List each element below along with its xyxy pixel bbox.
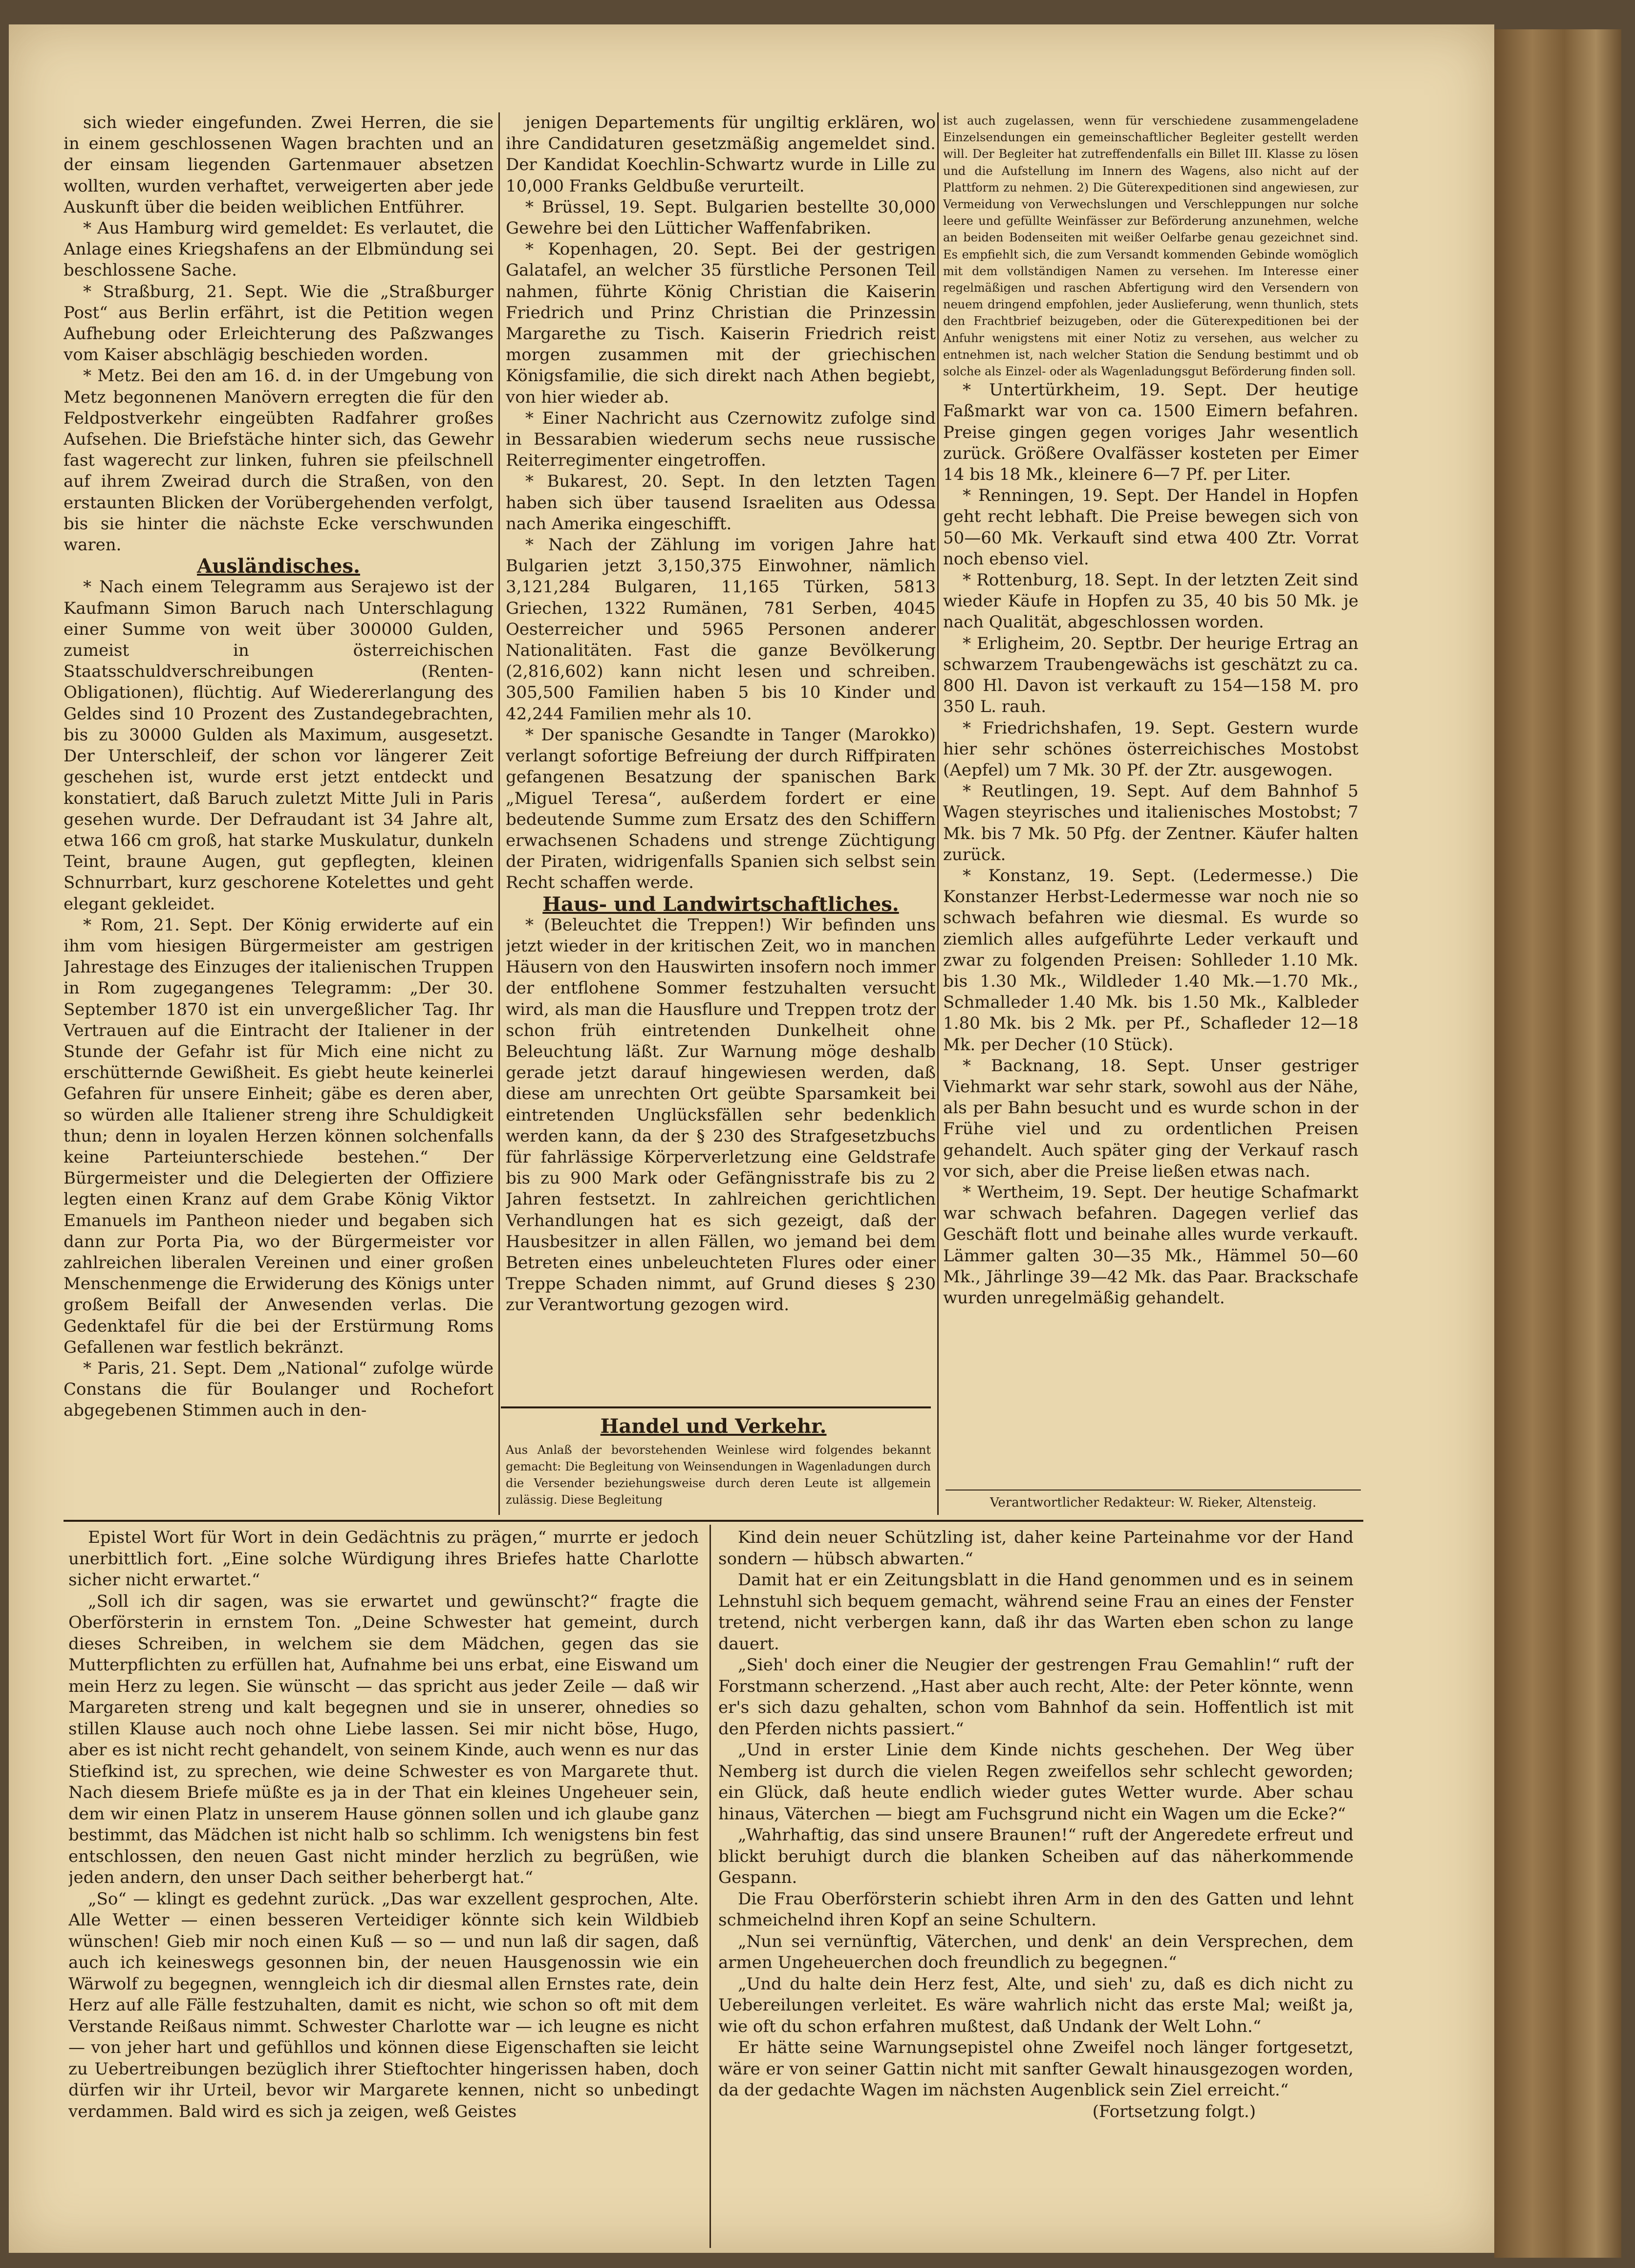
article-text: * Bukarest, 20. Sept. In den letzten Tagen haben sich über tausend Israeliten aus Odessa nach Amerika eingeschifft. xyxy=(506,472,936,534)
story-text: Die Frau Oberförsterin schiebt ihren Arm in den des Gatten und lehnt schmeichelnd ihren Kopf an seine Schultern. xyxy=(718,1889,1354,1930)
article-text: * Konstanz, 19. Sept. (Ledermesse.) Die Konstanzer Herbst-Ledermesse war noch nie so schwach befahren wie diesmal. Es wurde so ziemlich alles aufgeführte Leder verkauft und zwar zu folgenden Preisen: Sohlleder 1.10 Mk. bis 1.30 Mk., Wildleder 1.40 Mk.—1.70 Mk., Schmalleder 1.40 Mk. bis 1.50 Mk., Kalbleder 1.80 Mk. bis 2 Mk. per Pf., Schafleder 12—18 Mk. per Decher (10 Stück). xyxy=(943,865,1358,1055)
article-text: * Aus Hamburg wird gemeldet: Es verlautet, die Anlage eines Kriegshafens an der Elbmündung sei beschlossene Sache. xyxy=(64,218,494,281)
story-text: Damit hat er ein Zeitungsblatt in die Hand genommen und es in seinem Lehnstuhl sich bequem gemacht, während seine Frau an eines der Fenster tretend, nicht verbergen kann, daß ihr das Warten eben schon zu lange dauert. xyxy=(718,1570,1354,1654)
story-text: Kind dein neuer Schützling ist, daher keine Parteinahme vor der Hand sondern — hübsch abwarten.“ xyxy=(718,1528,1354,1569)
column-divider xyxy=(498,112,500,1515)
article-text: * Der spanische Gesandte in Tanger (Marokko) verlangt sofortige Befreiung der durch Riffpiraten gefangenen Besatzung der spanischen Bark „Miguel Teresa“, außerdem fordert er eine bedeutende Summe zum Ersatz des den Schiffern erwachsenen Schadens und strenge Züchtigung der Piraten, widrigenfalls Spanien sich selbst sein Recht schaffen werde. xyxy=(506,725,936,893)
section-heading: Handel und Verkehr. xyxy=(600,1415,827,1438)
column-divider xyxy=(937,112,939,1515)
column-1 xyxy=(64,112,494,1486)
article-text-small: ist auch zugelassen, wenn für verschiedene zusammengeladene Einzelsendungen ein gemeinschaftlicher Begleiter gestellt werden will. Der Begleiter hat zutreffendenfalls ein Billet III. Klasse zu lösen und die Aufstellung im Innern des Wagens, also nicht auf der Plattform zu nehmen. 2) Die Güterexpeditionen sind angewiesen, zur Vermeidung von Verwechslungen und Verschleppungen nur solche leere und gefüllte Weinfässer zur Beförderung anzunehmen, welche an beiden Bodenseiten mit weißer Oelfarbe genau gezeichnet sind. Es empfiehlt sich, die zum Versandt kommenden Gebinde womöglich mit dem vollständigen Namen zu versehen. Im Interesse einer regelmäßigen und raschen Abfertigung wird den Versendern von neuem dringend empfohlen, jeder Auslieferung, wenn thunlich, stets den Frachtbrief beizugeben, oder die Güterexpeditionen bei der Anfuhr wenigstens mit einer Notiz zu versehen, aus welcher zu entnehmen ist, nach welcher Station die Sendung bestimmt und ob solche als Einzel- oder als Wagenladungsgut Beförderung finden soll. xyxy=(943,114,1358,379)
editor-credit: Verantwortlicher Redakteur: W. Rieker, Altensteig. xyxy=(990,1495,1316,1510)
article-text: * Kopenhagen, 20. Sept. Bei der gestrigen Galatafel, an welcher 35 fürstliche Personen Teil nahmen, führte König Christian die Kaiserin Friedrich und Prinz Christian die Prinzessin Margarethe zu Tisch. Kaiserin Friedrich reist morgen zusammen mit der griechischen Königsfamilie, die sich direkt nach Athen begiebt, von hier wieder ab. xyxy=(506,239,936,407)
article-text: * Reutlingen, 19. Sept. Auf dem Bahnhof 5 Wagen steyrisches und italienisches Mostobst; 7 Mk. bis 7 Mk. 50 Pfg. der Zentner. Käufer halten zurück. xyxy=(943,781,1358,864)
article-text: * (Beleuchtet die Treppen!) Wir befinden uns jetzt wieder in der kritischen Zeit, wo in manchen Häusern von den Hauswirten insofern noch immer der entflohene Sommer festzuhalten versucht wird, als man die Hausflure und Treppen trotz der schon früh eintretenden Dunkelheit ohne Beleuchtung läßt. Zur Warnung möge deshalb gerade jetzt darauf hingewiesen werden, daß diese am unrechten Ort geübte Sparsamkeit bei eintretenden Unglücksfällen sehr bedenklich werden kann, da der § 230 des Strafgesetzbuchs für fahrlässige Körperverletzung eine Geldstrafe bis zu 900 Mark oder Gefängnisstrafe bis zu 2 Jahren festsetzt. In zahlreichen gerichtlichen Verhandlungen hat es sich gezeigt, daß der Hausbesitzer in allen Fällen, wo jemand bei dem Betreten eines unbeleuchteten Flures oder einer Treppe Schaden nimmt, auf Grund dieses § 230 zur Verantwortung gezogen wird. xyxy=(506,915,936,1315)
article-text: * Erligheim, 20. Septbr. Der heurige Ertrag an schwarzem Traubengewächs ist geschätzt zu ca. 800 Hl. Davon ist verkauft zu 154—158 M. pro 350 L. rauh. xyxy=(943,633,1358,717)
article-text: * Brüssel, 19. Sept. Bulgarien bestellte 30,000 Gewehre bei den Lütticher Waffenfabriken. xyxy=(506,197,936,238)
serial-story-left xyxy=(68,1527,699,2255)
story-text: „Sieh' doch einer die Neugier der gestrengen Frau Gemahlin!“ ruft der Forstmann scherzend. „Hast aber auch recht, Alte: der Peter könnte, wenn er's sich dazu gehalten, schon vom Bahnhof da sein. Hoffentlich ist mit den Pferden nichts passiert.“ xyxy=(718,1655,1354,1739)
article-text: * Wertheim, 19. Sept. Der heutige Schafmarkt war schwach befahren. Dagegen verlief das Geschäft flott und beinahe alles wurde verkauft. Lämmer galten 30—35 Mk., Hämmel 50—60 Mk., Jährlinge 39—42 Mk. das Paar. Brackschafe wurden unregelmäßig gehandelt. xyxy=(943,1182,1358,1308)
article-text: * Untertürkheim, 19. Sept. Der heutige Faßmarkt war von ca. 1500 Eimern befahren. Preise gingen gegen voriges Jahr wesentlich zurück. Größere Ovalfässer kosteten per Eimer 14 bis 18 Mk., kleinere 6—7 Pf. per Liter. xyxy=(943,380,1358,485)
article-text: * Straßburg, 21. Sept. Wie die „Straßburger Post“ aus Berlin erfährt, ist die Petition wegen Aufhebung oder Erleichterung des Paßzwanges vom Kaiser abschlägig beschieden worden. xyxy=(64,281,494,365)
story-text: „Und in erster Linie dem Kinde nichts geschehen. Der Weg über Nemberg ist durch die vielen Regen zweifellos sehr schlecht geworden; ein Glück, daß heute endlich wieder gutes Wetter wurde. Aber schau hinaus, Väterchen — biegt am Fuchsgrund nicht ein Wagen um die Ecke?“ xyxy=(718,1740,1354,1824)
article-text: sich wieder eingefunden. Zwei Herren, die sie in einem geschlossenen Wagen brachten und an der einsam liegenden Gartenmauer absetzen wollten, wurden verhaftet, verweigerten aber jede Auskunft über die beiden weiblichen Entführer. xyxy=(64,113,494,217)
article-text-small: Aus Anlaß der bevorstehenden Weinlese wird folgendes bekannt gemacht: Die Begleitung von Weinsendungen in Wagenladungen durch die Versender beziehungsweise durch deren Leute ist allgemein zulässig. Diese Begleitung xyxy=(506,1443,931,1507)
book-binding-edge xyxy=(1494,29,1621,2258)
story-text: „Soll ich dir sagen, was sie erwartet und gewünscht?“ fragte die Oberförsterin in ernstem Ton. „Deine Schwester hat gemeint, durch dieses Schreiben, in welchem sie dem Mädchen, gegen das sie Mutterpflichten zu erfüllen hat, Aufnahme bei uns erbat, eine Eiswand um mein Herz zu legen. Sie wünscht — das spricht aus jeder Zeile — daß wir Margareten streng und kalt begegnen und sie in unserer, ohnedies so stillen Klause auch noch ohne Liebe lassen. Sei mir nicht böse, Hugo, aber es ist nicht recht gehandelt, von seinem Kinde, auch wenn es nur das Stiefkind ist, zu sprechen, wie deine Schwester es von Margarete thut. Nach diesem Briefe müßte es ja in der That ein kleines Ungeheuer sein, dem wir einen Platz in unserem Hause gönnen sollen und ich glaube ganz bestimmt, das Mädchen ist nicht halb so schlimm. Ich wenigstens bin fest entschlossen, den neuen Gast nicht minder herzlich zu begrüßen, wie jeden andern, den unser Dach seither beherbergt hat.“ xyxy=(68,1591,699,1887)
column-3 xyxy=(943,112,1358,1481)
section-rule xyxy=(501,1406,931,1408)
article-text: * Rottenburg, 18. Sept. In der letzten Zeit sind wieder Käufe in Hopfen zu 35, 40 bis 50 Mk. je nach Qualität, abgeschlossen worden. xyxy=(943,570,1358,632)
article-text: * Nach der Zählung im vorigen Jahre hat Bulgarien jetzt 3,150,375 Einwohner, nämlich 3,121,284 Bulgaren, 11,165 Türken, 5813 Griechen, 1322 Rumänen, 781 Serben, 4045 Oesterreicher und 5965 Personen anderer Nationalitäten. Fast die ganze Bevölkerung (2,816,602) kann nicht lesen und schreiben. 305,500 Familien haben 5 bis 10 Kinder und 42,244 Familien mehr als 10. xyxy=(506,535,936,724)
feuilleton-rule xyxy=(64,1520,1363,1522)
section-heading: Haus- und Landwirtschaftliches. xyxy=(542,892,899,916)
story-text: Epistel Wort für Wort in dein Gedächtnis zu prägen,“ murrte er jedoch unerbittlich fort. „Eine solche Würdigung ihres Briefes hatte Charlotte sicher nicht erwartet.“ xyxy=(68,1528,699,1590)
article-text: * Rom, 21. Sept. Der König erwiderte auf ein ihm vom hiesigen Bürgermeister am gestrigen Jahrestage des Einzuges der italienischen Truppen in Rom zugegangenes Telegramm: „Der 30. September 1870 ist ein unvergeßlicher Tag. Ihr Vertrauen auf die Eintracht der Italiener in der Stunde der Gefahr ist für Mich eine nicht zu erschütternde Gewißheit. Es giebt heute keinerlei Gefahren für unsere Einheit; gäbe es deren aber, so würden alle Italiener streng ihre Schuldigkeit thun; denn in loyalen Herzen können solchenfalls keine Parteiunterschiede bestehen.“ Der Bürgermeister und die Delegierten der Offiziere legten einen Kranz auf dem Grabe König Viktor Emanuels im Pantheon nieder und begaben sich dann zur Porta Pia, wo der Bürgermeister vor zahlreichen liberalen Vereinen und einer großen Menschenmenge die Erwiderung des Königs unter großem Beifall der Anwesenden verlas. Die Gedenktafel für die bei der Erstürmung Roms Gefallenen war festlich bekränzt. xyxy=(64,915,494,1357)
article-text: * Friedrichshafen, 19. Sept. Gestern wurde hier sehr schönes österreichisches Mostobst (Aepfel) um 7 Mk. 30 Pf. der Ztr. ausgewogen. xyxy=(943,718,1358,780)
article-text: * Backnang, 18. Sept. Unser gestriger Viehmarkt war sehr stark, sowohl aus der Nähe, als per Bahn besucht und es wurde schon in der Frühe viel und zu ordentlichen Preisen gehandelt. Auch später ging der Verkauf rasch vor sich, aber die Preise ließen etwas nach. xyxy=(943,1056,1358,1181)
story-text: Er hätte seine Warnungsepistel ohne Zweifel noch länger fortgesetzt, wäre er von seiner Gattin nicht mit sanfter Gewalt hinausgezogen worden, da der gedachte Wagen im nächsten Augenblick sein Ziel erreicht.“ xyxy=(718,2038,1354,2100)
continuation-note: (Fortsetzung folgt.) xyxy=(1092,2101,1256,2121)
article-text: * Einer Nachricht aus Czernowitz zufolge sind in Bessarabien wiederum sechs neue russische Reiterregimenter eingetroffen. xyxy=(506,408,936,471)
article-text: * Nach einem Telegramm aus Serajewo ist der Kaufmann Simon Baruch nach Unterschlagung einer Summe von weit über 300000 Gulden, zumeist in österreichischen Staatsschuldverschreibungen (Renten-Obligationen), flüchtig. Auf Wiedererlangung des Geldes sind 10 Prozent des Zustandegebrachten, bis zu 30000 Gulden als Maximum, ausgesetzt. Der Unterschleif, der schon vor längerer Zeit geschehen ist, wurde erst jetzt entdeckt und konstatiert, daß Baruch zuletzt Mitte Juli in Paris gesehen wurde. Der Defraudant ist 34 Jahre alt, etwa 166 cm groß, hat starke Muskulatur, dunkeln Teint, braune Augen, gut gepflegten, kleinen Schnurrbart, kurz geschorene Kotelettes und geht elegant gekleidet. xyxy=(64,577,494,914)
serial-story-right xyxy=(718,1527,1354,2255)
story-text: „So“ — klingt es gedehnt zurück. „Das war exzellent gesprochen, Alte. Alle Wetter — einen besseren Verteidiger könnte sich kein Wildbieb wünschen! Gieb mir noch einen Kuß — so — und nun laß dir sagen, daß auch ich keineswegs gesonnen bin, der neuen Hausgenossin wie ein Wärwolf zu begegnen, wenngleich ich dir diesmal allen Ernstes rate, dein Herz auf alle Fälle festzuhalten, damit es nicht, wie schon so oft mit dem Verstande Reißaus nimmt. Schwester Charlotte war — ich leugne es nicht — von jeher hart und gefühllos und können diese Eigenschaften sie leicht zu Uebertreibungen bezüglich ihrer Stieftochter hingerissen haben, doch dürfen wir ihr Urteil, bevor wir Margarete kennen, nicht so unbedingt verdammen. Bald wird es sich ja zeigen, weß Geistes xyxy=(68,1889,699,2121)
article-text: jenigen Departements für ungiltig erklären, wo ihre Candidaturen gesetzmäßig angemeldet sind. Der Kandidat Koechlin-Schwartz wurde in Lille zu 10,000 Franks Geldbuße verurteilt. xyxy=(506,113,936,196)
section-heading: Ausländisches. xyxy=(197,555,360,578)
story-text: „Und du halte dein Herz fest, Alte, und sieh' zu, daß es dich nicht zu Uebereilungen verleitet. Es wäre wahrlich nicht das erste Mal; weißt ja, wie oft du schon erfahren mußtest, daß Undank der Welt Lohn.“ xyxy=(718,1974,1354,2036)
article-text: * Renningen, 19. Sept. Der Handel in Hopfen geht recht lebhaft. Die Preise bewegen sich von 50—60 Mk. Verkauft sind etwa 400 Ztr. Vorrat noch ebenso viel. xyxy=(943,486,1358,569)
column-2 xyxy=(506,112,936,1403)
article-text: * Metz. Bei den am 16. d. in der Umgebung von Metz begonnenen Manövern erregten die für den Feldpostverkehr eingeübten Radfahrer großes Aufsehen. Die Briefstäche hinter sich, das Gewehr fast wagerecht zur linken, fuhren sie pfeilschnell auf ihrem Zweirad durch die Straßen, von den erstaunten Blicken der Vorübergehenden verfolgt, bis sie hinter die nächste Ecke verschwunden waren. xyxy=(64,366,494,555)
column-divider xyxy=(710,1525,711,2248)
article-text: * Paris, 21. Sept. Dem „National“ zufolge würde Constans die für Boulanger und Rochefort abgegebenen Stimmen auch in den- xyxy=(64,1358,494,1421)
story-text: „Nun sei vernünftig, Väterchen, und denk' an dein Versprechen, dem armen Ungeheuerchen doch freundlich zu begegnen.“ xyxy=(718,1931,1354,1972)
story-text: „Wahrhaftig, das sind unsere Braunen!“ ruft der Angeredete erfreut und blickt beruhigt durch die blanken Scheiben auf das näherkommende Gespann. xyxy=(718,1825,1354,1887)
